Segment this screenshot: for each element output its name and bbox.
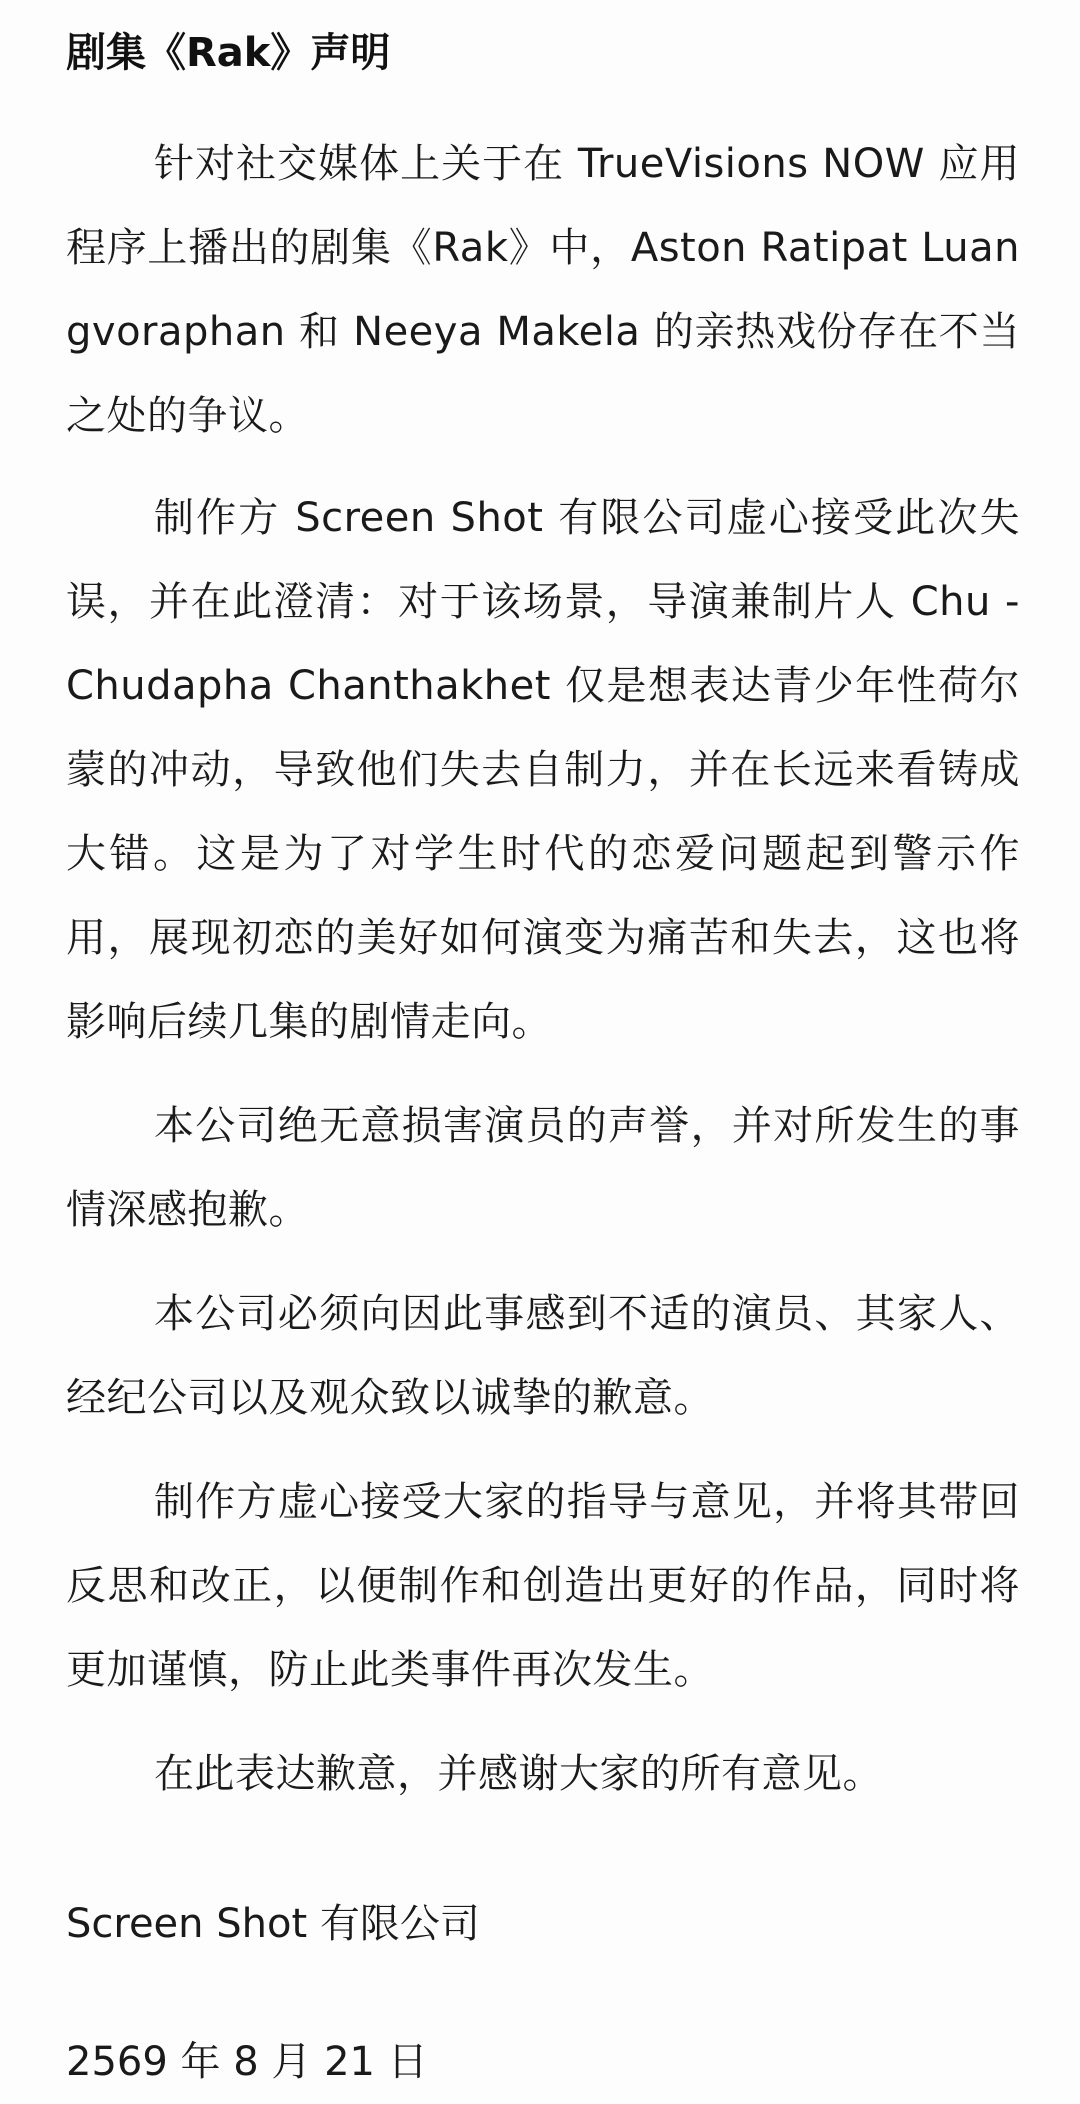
statement-title: 剧集《Rak》声明 — [66, 30, 391, 76]
paragraph-regret: 本公司绝无意损害演员的声誉，并对所发生的事情深感抱歉。 — [66, 1103, 1020, 1233]
statement-date: 2569 年 8 月 21 日 — [66, 2039, 428, 2085]
company-signature: Screen Shot 有限公司 — [66, 1901, 480, 1947]
paragraph-thanks: 在此表达歉意，并感谢大家的所有意见。 — [154, 1751, 883, 1797]
paragraph-commitment: 制作方虚心接受大家的指导与意见，并将其带回反思和改正，以便制作和创造出更好的作品，同时将更加谨慎，防止此类事件再次发生。 — [66, 1479, 1020, 1693]
paragraph-controversy: 针对社交媒体上关于在 TrueVisions NOW 应用程序上播出的剧集《Rak》中，Aston Ratipat Luangvoraphan 和 Neeya Makela 的亲热戏份存在不当之处的争议。 — [66, 141, 1020, 439]
paragraph-clarification: 制作方 Screen Shot 有限公司虚心接受此次失误，并在此澄清：对于该场景，导演兼制片人 Chu - Chudapha Chanthakhet 仅是想表达青少年性荷尔蒙的冲动，导致他们失去自制力，并在长远来看铸成大错。这是为了对学生时代的恋爱问题起到警示作用，展现初恋的美好如何演变为痛苦和失去，这也将影响后续几集的剧情走向。 — [66, 495, 1020, 1045]
paragraph-apology: 本公司必须向因此事感到不适的演员、其家人、经纪公司以及观众致以诚挚的歉意。 — [66, 1291, 1020, 1421]
